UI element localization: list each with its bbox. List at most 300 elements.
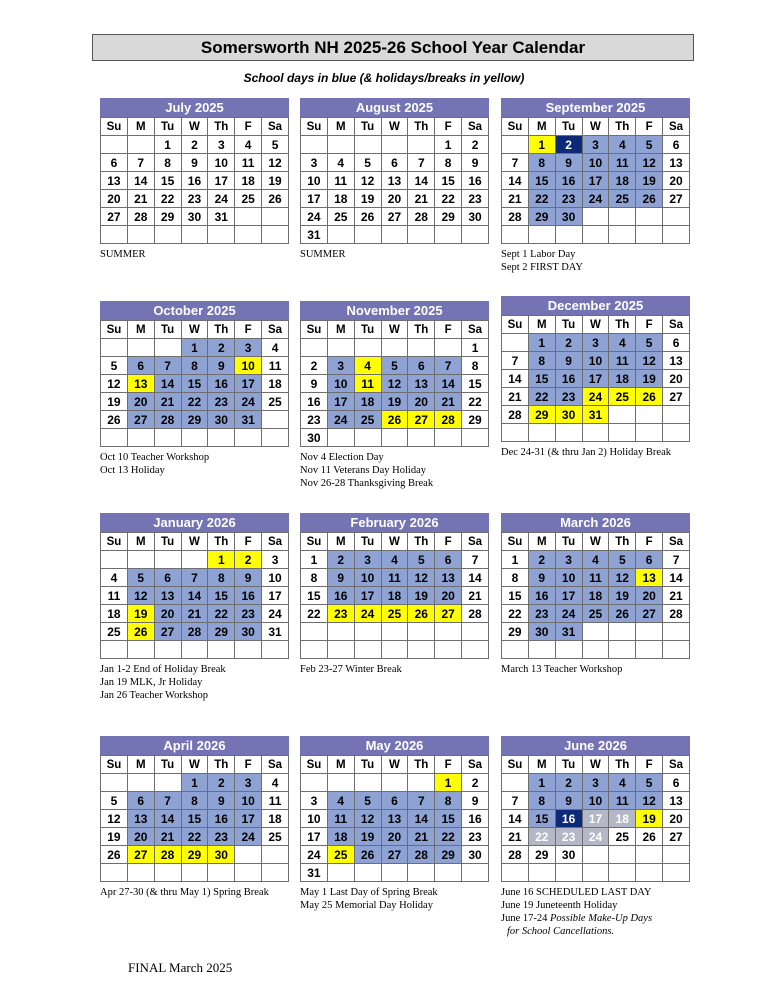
weekday-label: F — [636, 756, 663, 774]
day-cell: 19 — [408, 587, 435, 605]
empty-cell — [609, 641, 636, 659]
day-cell: 8 — [301, 569, 328, 587]
day-cell: 9 — [327, 569, 354, 587]
empty-cell — [582, 424, 609, 442]
weekday-label: F — [435, 321, 462, 339]
day-cell: 23 — [208, 828, 235, 846]
day-cell: 14 — [502, 370, 529, 388]
day-cell: 26 — [127, 623, 154, 641]
day-cell: 27 — [636, 605, 663, 623]
day-cell: 2 — [462, 136, 489, 154]
day-cell: 24 — [582, 828, 609, 846]
month-title: May 2026 — [300, 736, 489, 755]
day-cell: 13 — [127, 810, 154, 828]
day-cell: 6 — [381, 154, 408, 172]
weekday-label: Tu — [555, 118, 582, 136]
weekday-label: Su — [502, 118, 529, 136]
day-cell: 27 — [435, 605, 462, 623]
month-grid — [100, 320, 289, 447]
empty-cell — [354, 641, 381, 659]
day-cell: 8 — [208, 569, 235, 587]
month-notes — [100, 663, 289, 702]
empty-cell — [154, 226, 181, 244]
empty-cell — [127, 641, 154, 659]
empty-cell — [663, 406, 690, 424]
empty-cell — [181, 551, 208, 569]
day-cell: 24 — [327, 411, 354, 429]
day-cell: 8 — [528, 154, 555, 172]
day-cell: 15 — [208, 587, 235, 605]
day-cell: 16 — [208, 375, 235, 393]
day-cell: 24 — [262, 605, 289, 623]
empty-cell — [381, 226, 408, 244]
day-cell: 7 — [408, 792, 435, 810]
day-cell: 7 — [502, 154, 529, 172]
day-cell: 17 — [582, 172, 609, 190]
day-cell: 26 — [408, 605, 435, 623]
empty-cell — [262, 864, 289, 882]
month-notes — [100, 886, 289, 899]
day-cell: 20 — [381, 828, 408, 846]
weekday-label: M — [327, 118, 354, 136]
day-cell: 14 — [502, 810, 529, 828]
day-cell: 21 — [408, 190, 435, 208]
day-cell: 27 — [381, 208, 408, 226]
month-grid — [501, 755, 690, 882]
month-grid — [300, 117, 489, 244]
month-title: October 2025 — [100, 301, 289, 320]
day-cell: 19 — [636, 172, 663, 190]
day-cell: 11 — [262, 792, 289, 810]
day-cell: 2 — [208, 339, 235, 357]
day-cell: 19 — [101, 393, 128, 411]
month-title: July 2025 — [100, 98, 289, 117]
weekday-label: Tu — [354, 756, 381, 774]
day-cell: 1 — [181, 774, 208, 792]
empty-cell — [435, 864, 462, 882]
calendar-subtitle: School days in blue (& holidays/breaks in yellow) — [243, 71, 525, 85]
empty-cell — [327, 339, 354, 357]
day-cell: 25 — [327, 846, 354, 864]
day-cell: 18 — [582, 587, 609, 605]
day-cell: 1 — [435, 136, 462, 154]
day-cell: 7 — [502, 792, 529, 810]
empty-cell — [582, 623, 609, 641]
empty-cell — [101, 551, 128, 569]
day-cell: 20 — [663, 810, 690, 828]
day-cell: 26 — [354, 846, 381, 864]
day-cell: 27 — [408, 411, 435, 429]
day-cell: 1 — [528, 774, 555, 792]
month-notes — [501, 663, 690, 676]
day-cell: 20 — [127, 393, 154, 411]
empty-cell — [154, 774, 181, 792]
day-cell: 24 — [235, 393, 262, 411]
weekday-label: Th — [208, 756, 235, 774]
empty-cell — [127, 339, 154, 357]
day-cell: 22 — [528, 388, 555, 406]
month-title: March 2026 — [501, 513, 690, 532]
day-cell: 4 — [609, 774, 636, 792]
empty-cell — [154, 429, 181, 447]
day-cell: 18 — [609, 172, 636, 190]
weekday-label: Su — [301, 118, 328, 136]
day-cell: 24 — [555, 605, 582, 623]
day-cell: 25 — [609, 190, 636, 208]
empty-cell — [435, 429, 462, 447]
empty-cell — [327, 641, 354, 659]
note-line: Oct 10 Teacher Workshop — [100, 452, 210, 463]
day-cell: 29 — [528, 406, 555, 424]
empty-cell — [127, 429, 154, 447]
empty-cell — [262, 429, 289, 447]
empty-cell — [408, 864, 435, 882]
empty-cell — [609, 226, 636, 244]
weekday-label: M — [528, 533, 555, 551]
empty-cell — [101, 864, 128, 882]
empty-cell — [208, 641, 235, 659]
day-cell: 22 — [181, 393, 208, 411]
empty-cell — [301, 641, 328, 659]
note-line: Nov 11 Veterans Day Holiday — [300, 465, 426, 476]
day-cell: 22 — [301, 605, 328, 623]
day-cell: 17 — [301, 828, 328, 846]
weekday-label: Th — [609, 756, 636, 774]
empty-cell — [235, 641, 262, 659]
empty-cell — [408, 623, 435, 641]
note-line: June 17-24 Possible Make-Up Days — [501, 913, 653, 924]
weekday-label: Tu — [555, 756, 582, 774]
day-cell: 28 — [181, 623, 208, 641]
day-cell: 5 — [127, 569, 154, 587]
day-cell: 1 — [528, 136, 555, 154]
day-cell: 3 — [262, 551, 289, 569]
day-cell: 20 — [636, 587, 663, 605]
day-cell: 15 — [528, 370, 555, 388]
day-cell: 25 — [235, 190, 262, 208]
note-line: Jan 1-2 End of Holiday Break — [100, 664, 226, 675]
empty-cell — [528, 641, 555, 659]
empty-cell — [101, 226, 128, 244]
day-cell: 20 — [101, 190, 128, 208]
day-cell: 24 — [301, 208, 328, 226]
empty-cell — [354, 429, 381, 447]
empty-cell — [555, 864, 582, 882]
month-title: December 2025 — [501, 296, 690, 315]
empty-cell — [636, 864, 663, 882]
day-cell: 17 — [208, 172, 235, 190]
note-line: Jan 19 MLK, Jr Holiday — [100, 677, 203, 688]
day-cell: 19 — [127, 605, 154, 623]
day-cell: 30 — [301, 429, 328, 447]
day-cell: 18 — [262, 375, 289, 393]
empty-cell — [327, 429, 354, 447]
empty-cell — [208, 226, 235, 244]
day-cell: 23 — [301, 411, 328, 429]
weekday-label: Sa — [262, 118, 289, 136]
empty-cell — [154, 864, 181, 882]
day-cell: 26 — [636, 190, 663, 208]
empty-cell — [462, 623, 489, 641]
day-cell: 20 — [381, 190, 408, 208]
weekday-label: M — [327, 533, 354, 551]
day-cell: 9 — [208, 357, 235, 375]
day-cell: 1 — [301, 551, 328, 569]
empty-cell — [555, 424, 582, 442]
weekday-label: M — [327, 756, 354, 774]
day-cell: 13 — [381, 810, 408, 828]
day-cell: 10 — [555, 569, 582, 587]
day-cell: 21 — [127, 190, 154, 208]
empty-cell — [609, 623, 636, 641]
day-cell: 17 — [327, 393, 354, 411]
day-cell: 29 — [208, 623, 235, 641]
day-cell: 9 — [208, 792, 235, 810]
empty-cell — [101, 641, 128, 659]
day-cell: 31 — [582, 406, 609, 424]
day-cell: 2 — [528, 551, 555, 569]
empty-cell — [502, 641, 529, 659]
month-september-2025 — [501, 98, 690, 274]
day-cell: 2 — [208, 774, 235, 792]
weekday-label: F — [435, 756, 462, 774]
weekday-label: F — [435, 533, 462, 551]
weekday-label: Sa — [262, 321, 289, 339]
empty-cell — [154, 551, 181, 569]
day-cell: 9 — [462, 154, 489, 172]
day-cell: 6 — [408, 357, 435, 375]
day-cell: 12 — [101, 810, 128, 828]
empty-cell — [636, 641, 663, 659]
month-notes — [501, 446, 690, 459]
day-cell: 28 — [435, 411, 462, 429]
empty-cell — [235, 226, 262, 244]
month-february-2026 — [300, 513, 489, 676]
weekday-label: Tu — [154, 533, 181, 551]
day-cell: 5 — [609, 551, 636, 569]
empty-cell — [381, 864, 408, 882]
day-cell: 25 — [262, 393, 289, 411]
empty-cell — [327, 136, 354, 154]
day-cell: 26 — [101, 846, 128, 864]
day-cell: 29 — [435, 846, 462, 864]
weekday-label: W — [381, 533, 408, 551]
day-cell: 21 — [408, 828, 435, 846]
empty-cell — [663, 424, 690, 442]
day-cell: 29 — [181, 846, 208, 864]
day-cell: 6 — [663, 334, 690, 352]
empty-cell — [462, 641, 489, 659]
day-cell: 20 — [408, 393, 435, 411]
day-cell: 23 — [555, 828, 582, 846]
empty-cell — [354, 623, 381, 641]
empty-cell — [262, 226, 289, 244]
month-january-2026 — [100, 513, 289, 702]
month-november-2025 — [300, 301, 489, 490]
weekday-label: W — [582, 316, 609, 334]
day-cell: 6 — [101, 154, 128, 172]
empty-cell — [462, 226, 489, 244]
day-cell: 5 — [381, 357, 408, 375]
day-cell: 11 — [354, 375, 381, 393]
month-title: September 2025 — [501, 98, 690, 117]
day-cell: 5 — [408, 551, 435, 569]
note-line: June 19 Juneteenth Holiday — [501, 900, 618, 911]
weekday-label: F — [636, 118, 663, 136]
day-cell: 16 — [208, 810, 235, 828]
weekday-label: Th — [208, 118, 235, 136]
day-cell: 2 — [181, 136, 208, 154]
weekday-label: W — [381, 321, 408, 339]
day-cell: 2 — [301, 357, 328, 375]
empty-cell — [181, 641, 208, 659]
empty-cell — [528, 864, 555, 882]
month-grid — [501, 315, 690, 442]
day-cell: 16 — [327, 587, 354, 605]
empty-cell — [636, 406, 663, 424]
weekday-label: W — [181, 321, 208, 339]
day-cell: 20 — [663, 172, 690, 190]
day-cell: 31 — [235, 411, 262, 429]
day-cell: 26 — [609, 605, 636, 623]
month-grid — [501, 532, 690, 659]
day-cell: 2 — [555, 136, 582, 154]
month-notes — [501, 248, 690, 274]
day-cell: 27 — [154, 623, 181, 641]
empty-cell — [663, 623, 690, 641]
day-cell: 14 — [502, 172, 529, 190]
empty-cell — [181, 429, 208, 447]
day-cell: 19 — [354, 190, 381, 208]
note-line: SUMMER — [300, 249, 346, 260]
day-cell: 25 — [609, 828, 636, 846]
day-cell: 20 — [154, 605, 181, 623]
empty-cell — [582, 641, 609, 659]
day-cell: 3 — [582, 136, 609, 154]
day-cell: 15 — [502, 587, 529, 605]
day-cell: 20 — [663, 370, 690, 388]
day-cell: 28 — [154, 846, 181, 864]
weekday-label: Su — [301, 321, 328, 339]
day-cell: 10 — [354, 569, 381, 587]
day-cell: 29 — [528, 846, 555, 864]
empty-cell — [408, 641, 435, 659]
weekday-label: Th — [408, 118, 435, 136]
month-grid — [300, 532, 489, 659]
day-cell: 24 — [354, 605, 381, 623]
day-cell: 25 — [354, 411, 381, 429]
day-cell: 4 — [327, 154, 354, 172]
day-cell: 21 — [502, 828, 529, 846]
day-cell: 23 — [208, 393, 235, 411]
day-cell: 4 — [354, 357, 381, 375]
day-cell: 3 — [301, 154, 328, 172]
day-cell: 28 — [663, 605, 690, 623]
empty-cell — [609, 406, 636, 424]
day-cell: 15 — [435, 172, 462, 190]
day-cell: 1 — [528, 334, 555, 352]
empty-cell — [235, 208, 262, 226]
empty-cell — [636, 208, 663, 226]
empty-cell — [301, 136, 328, 154]
empty-cell — [154, 641, 181, 659]
day-cell: 28 — [502, 406, 529, 424]
empty-cell — [636, 226, 663, 244]
day-cell: 10 — [301, 810, 328, 828]
day-cell: 18 — [327, 190, 354, 208]
weekday-label: Th — [408, 321, 435, 339]
weekday-label: Sa — [663, 533, 690, 551]
empty-cell — [354, 864, 381, 882]
day-cell: 24 — [582, 388, 609, 406]
empty-cell — [555, 641, 582, 659]
day-cell: 16 — [555, 810, 582, 828]
day-cell: 20 — [435, 587, 462, 605]
day-cell: 3 — [555, 551, 582, 569]
day-cell: 20 — [127, 828, 154, 846]
day-cell: 23 — [528, 605, 555, 623]
day-cell: 1 — [154, 136, 181, 154]
weekday-label: Th — [208, 533, 235, 551]
weekday-label: M — [528, 118, 555, 136]
empty-cell — [235, 846, 262, 864]
empty-cell — [408, 226, 435, 244]
empty-cell — [208, 864, 235, 882]
note-line: Dec 24-31 (& thru Jan 2) Holiday Break — [501, 447, 671, 458]
empty-cell — [381, 623, 408, 641]
weekday-label: Sa — [462, 321, 489, 339]
month-notes — [501, 886, 690, 938]
empty-cell — [262, 411, 289, 429]
weekday-label: W — [181, 118, 208, 136]
day-cell: 29 — [528, 208, 555, 226]
day-cell: 5 — [636, 774, 663, 792]
day-cell: 7 — [663, 551, 690, 569]
weekday-label: W — [381, 118, 408, 136]
weekday-label: W — [181, 756, 208, 774]
empty-cell — [582, 864, 609, 882]
weekday-label: F — [235, 533, 262, 551]
empty-cell — [127, 774, 154, 792]
day-cell: 11 — [235, 154, 262, 172]
day-cell: 16 — [235, 587, 262, 605]
day-cell: 19 — [609, 587, 636, 605]
day-cell: 15 — [462, 375, 489, 393]
empty-cell — [502, 774, 529, 792]
day-cell: 8 — [154, 154, 181, 172]
day-cell: 10 — [301, 172, 328, 190]
day-cell: 9 — [555, 352, 582, 370]
day-cell: 12 — [636, 352, 663, 370]
day-cell: 11 — [381, 569, 408, 587]
empty-cell — [327, 774, 354, 792]
day-cell: 26 — [381, 411, 408, 429]
day-cell: 13 — [127, 375, 154, 393]
month-notes — [300, 248, 489, 261]
empty-cell — [327, 623, 354, 641]
day-cell: 17 — [235, 375, 262, 393]
month-title: June 2026 — [501, 736, 690, 755]
empty-cell — [381, 429, 408, 447]
day-cell: 30 — [235, 623, 262, 641]
empty-cell — [502, 864, 529, 882]
day-cell: 25 — [101, 623, 128, 641]
day-cell: 14 — [408, 810, 435, 828]
day-cell: 8 — [502, 569, 529, 587]
day-cell: 22 — [528, 828, 555, 846]
day-cell: 4 — [609, 334, 636, 352]
day-cell: 4 — [609, 136, 636, 154]
